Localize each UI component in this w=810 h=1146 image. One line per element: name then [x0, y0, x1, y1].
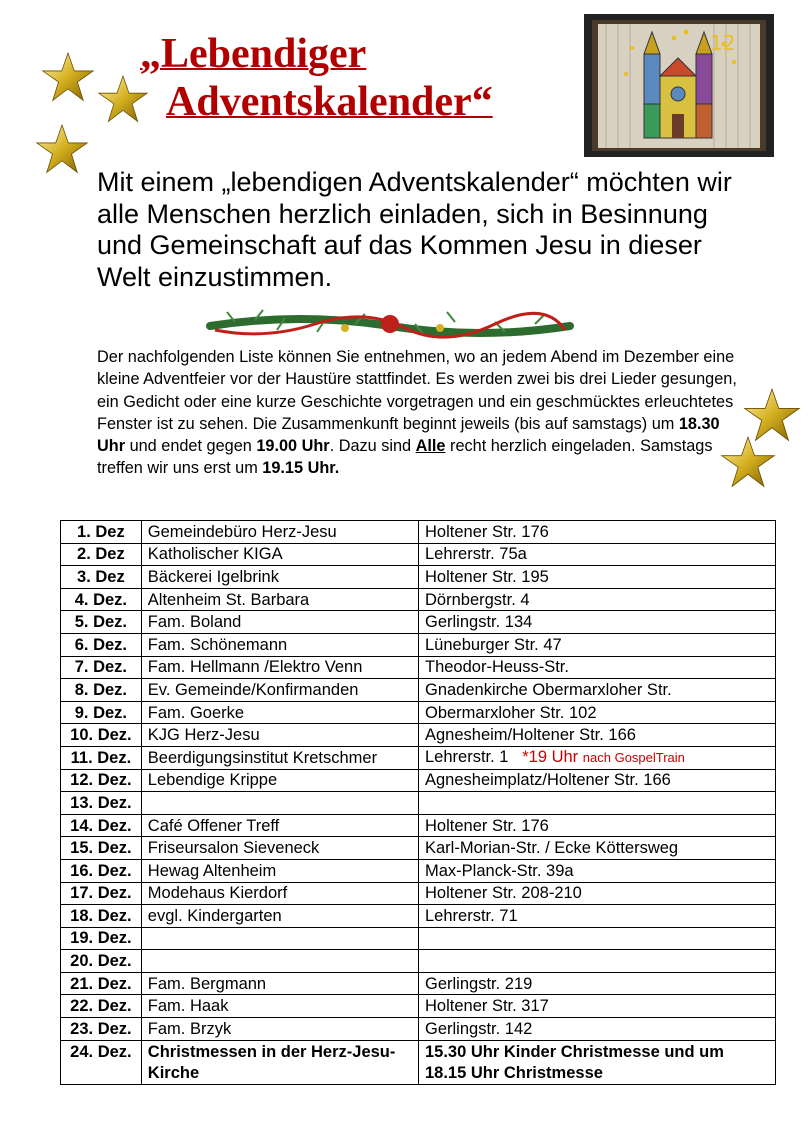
address-cell: [419, 746, 776, 769]
day-cell: 17. Dez.: [61, 882, 142, 905]
address-text: Lehrerstr. 1: [425, 748, 509, 767]
address-cell: Holtener Str. 176: [419, 814, 776, 837]
host-cell: Fam. Bergmann: [141, 972, 418, 995]
address-cell: Agnesheim/Holtener Str. 166: [419, 724, 776, 747]
host-cell: Gemeindebüro Herz-Jesu: [141, 521, 418, 544]
address-cell: Theodor-Heuss-Str.: [419, 656, 776, 679]
address-cell: Lüneburger Str. 47: [419, 633, 776, 656]
page-title: [140, 30, 493, 126]
table-row: [61, 995, 776, 1018]
table-row: [61, 611, 776, 634]
day-cell: 22. Dez.: [61, 995, 142, 1018]
gold-star-icon: [34, 124, 90, 174]
day-cell: 2. Dez: [61, 543, 142, 566]
day-cell: 6. Dez.: [61, 633, 142, 656]
table-row: [61, 905, 776, 928]
table-row: [61, 566, 776, 589]
table-row: [61, 950, 776, 973]
address-cell: Gerlingstr. 134: [419, 611, 776, 634]
address-cell: Holtener Str. 176: [419, 521, 776, 544]
host-cell: Lebendige Krippe: [141, 769, 418, 792]
time-note: *19 Uhr nach GospelTrain: [522, 748, 685, 767]
table-row: [61, 859, 776, 882]
host-cell: Altenheim St. Barbara: [141, 588, 418, 611]
day-cell: 14. Dez.: [61, 814, 142, 837]
address-cell: [419, 950, 776, 973]
gold-star-icon: [742, 388, 802, 442]
day-cell: 7. Dez.: [61, 656, 142, 679]
day-cell: 1. Dez: [61, 521, 142, 544]
info-paragraph: Der nachfolgenden Liste können Sie entnehmen, wo an jedem Abend im Dezember eine kleine Adventfeier vor der Haustüre stattfindet. Es werden zwei bis drei Lieder gesungen, ein Gedicht oder eine kurze Geschichte vorgetragen und ein geschmücktes erleuchtetes Fenster ist zu sehen. Die Zusammenkunft beginnt jeweils (bis auf samstags) um 18.30 Uhr und endet gegen 19.00 Uhr. Dazu sind Alle recht herzlich eingeladen. Samstags treffen wir uns erst um 19.15 Uhr.: [97, 348, 737, 478]
title-line-2: Adventskalender“: [166, 79, 493, 125]
host-cell: Katholischer KIGA: [141, 543, 418, 566]
day-cell: 4. Dez.: [61, 588, 142, 611]
day-cell: 18. Dez.: [61, 905, 142, 928]
address-cell: Karl-Morian-Str. / Ecke Köttersweg: [419, 837, 776, 860]
table-row: [61, 792, 776, 815]
table-row: [61, 972, 776, 995]
host-cell: evgl. Kindergarten: [141, 905, 418, 928]
table-row: [61, 701, 776, 724]
day-cell: 21. Dez.: [61, 972, 142, 995]
host-cell: Ev. Gemeinde/Konfirmanden: [141, 679, 418, 702]
day-cell: 8. Dez.: [61, 679, 142, 702]
end-time: 19.00 Uhr: [256, 437, 330, 456]
address-cell: [419, 792, 776, 815]
address-cell: Lehrerstr. 75a: [419, 543, 776, 566]
address-cell: 15.30 Uhr Kinder Christmesse und um 18.15 Uhr Christmesse: [419, 1040, 776, 1084]
host-cell: Bäckerei Igelbrink: [141, 566, 418, 589]
address-cell: Holtener Str. 208-210: [419, 882, 776, 905]
alle-emphasis: Alle: [415, 437, 446, 456]
host-cell: Modehaus Kierdorf: [141, 882, 418, 905]
address-cell: Max-Planck-Str. 39a: [419, 859, 776, 882]
address-cell: [419, 927, 776, 950]
day-cell: 16. Dez.: [61, 859, 142, 882]
day-cell: 11. Dez.: [61, 746, 142, 769]
table-row: [61, 1018, 776, 1041]
host-cell: [141, 792, 418, 815]
table-row: [61, 633, 776, 656]
table-row: [61, 656, 776, 679]
host-cell: Café Offener Treff: [141, 814, 418, 837]
host-cell: Fam. Boland: [141, 611, 418, 634]
advent-window-photo: [584, 14, 774, 157]
host-cell: Hewag Altenheim: [141, 859, 418, 882]
host-cell: Fam. Hellmann /Elektro Venn: [141, 656, 418, 679]
table-row: [61, 746, 776, 769]
host-cell: Fam. Brzyk: [141, 1018, 418, 1041]
day-cell: 3. Dez: [61, 566, 142, 589]
host-cell: [141, 927, 418, 950]
day-cell: 19. Dez.: [61, 927, 142, 950]
host-cell: Fam. Goerke: [141, 701, 418, 724]
host-cell: [141, 950, 418, 973]
window-number: 12: [710, 31, 736, 55]
address-cell: Dörnbergstr. 4: [419, 588, 776, 611]
address-cell: Gnadenkirche Obermarxloher Str.: [419, 679, 776, 702]
day-cell: 24. Dez.: [61, 1040, 142, 1084]
day-cell: 10. Dez.: [61, 724, 142, 747]
title-line-1: „Lebendiger: [140, 31, 367, 77]
day-cell: 15. Dez.: [61, 837, 142, 860]
table-row: [61, 882, 776, 905]
table-row: [61, 769, 776, 792]
address-cell: Gerlingstr. 219: [419, 972, 776, 995]
day-cell: 13. Dez.: [61, 792, 142, 815]
day-cell: 23. Dez.: [61, 1018, 142, 1041]
schedule-table: [60, 520, 776, 1085]
address-cell: Agnesheimplatz/Holtener Str. 166: [419, 769, 776, 792]
address-cell: Gerlingstr. 142: [419, 1018, 776, 1041]
host-cell: Friseursalon Sieveneck: [141, 837, 418, 860]
host-cell: Fam. Schönemann: [141, 633, 418, 656]
host-cell: Beerdigungsinstitut Kretschmer: [141, 746, 418, 769]
host-cell: Christmessen in der Herz-Jesu-Kirche: [141, 1040, 418, 1084]
table-row: [61, 837, 776, 860]
day-cell: 9. Dez.: [61, 701, 142, 724]
table-row: [61, 588, 776, 611]
table-row: [61, 927, 776, 950]
host-cell: KJG Herz-Jesu: [141, 724, 418, 747]
address-cell: Obermarxloher Str. 102: [419, 701, 776, 724]
table-row: [61, 1040, 776, 1084]
address-cell: Holtener Str. 317: [419, 995, 776, 1018]
table-row: [61, 679, 776, 702]
day-cell: 20. Dez.: [61, 950, 142, 973]
saturday-time: 19.15 Uhr.: [262, 459, 340, 478]
day-cell: 5. Dez.: [61, 611, 142, 634]
day-cell: 12. Dez.: [61, 769, 142, 792]
host-cell: Fam. Haak: [141, 995, 418, 1018]
gold-star-icon: [40, 52, 96, 102]
address-cell: Lehrerstr. 71: [419, 905, 776, 928]
table-row: [61, 521, 776, 544]
start-time: 18.30 Uhr: [97, 414, 720, 456]
table-row: [61, 543, 776, 566]
address-cell: Holtener Str. 195: [419, 566, 776, 589]
intro-text: Mit einem „lebendigen Adventskalender“ möchten wir alle Menschen herzlich einladen, sich in Besinnung und Gemeinschaft auf das Kommen Jesu in dieser Welt einzustimmen.: [97, 167, 732, 292]
table-row: [61, 724, 776, 747]
table-row: [61, 814, 776, 837]
fir-garland-icon: [205, 302, 575, 348]
